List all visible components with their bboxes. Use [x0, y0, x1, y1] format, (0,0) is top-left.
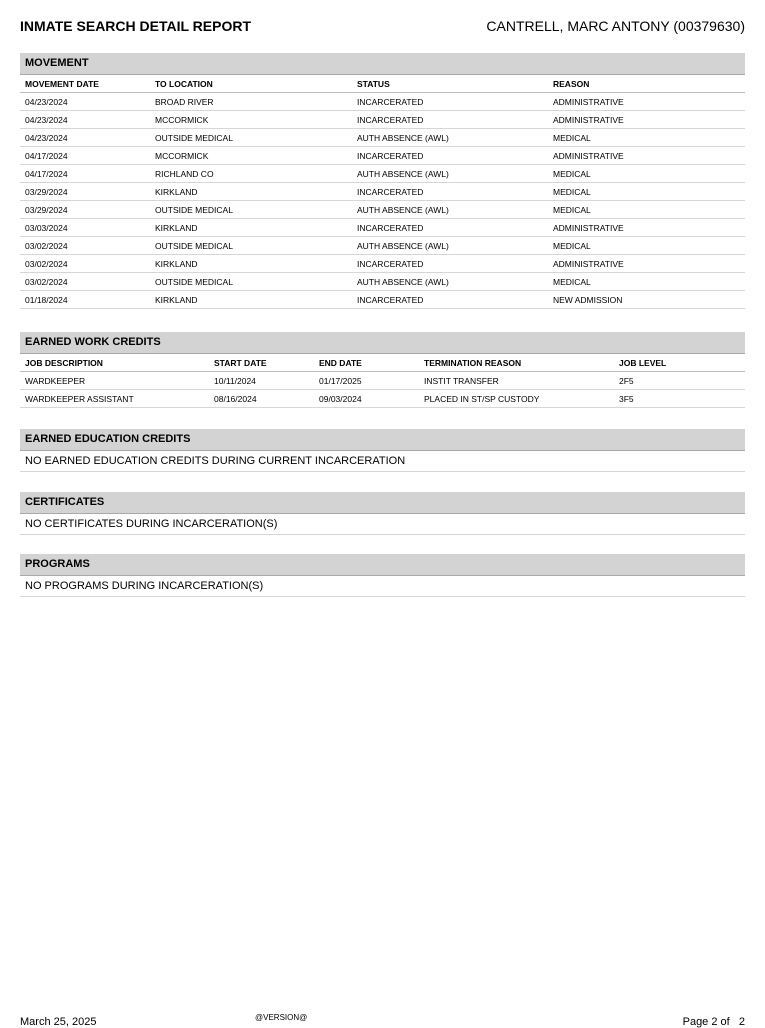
- table-cell: WARDKEEPER ASSISTANT: [20, 390, 209, 408]
- table-cell: 04/23/2024: [20, 111, 150, 129]
- table-cell: 03/02/2024: [20, 255, 150, 273]
- table-cell: OUTSIDE MEDICAL: [150, 273, 352, 291]
- movement-title: MOVEMENT: [20, 53, 745, 75]
- table-cell: 01/18/2024: [20, 291, 150, 309]
- table-cell: PLACED IN ST/SP CUSTODY: [419, 390, 614, 408]
- certificates-section: [20, 492, 745, 535]
- table-cell: OUTSIDE MEDICAL: [150, 201, 352, 219]
- table-cell: KIRKLAND: [150, 219, 352, 237]
- table-cell: AUTH ABSENCE (AWL): [352, 273, 548, 291]
- table-row: [20, 129, 745, 147]
- table-row: [20, 201, 745, 219]
- table-row: [20, 291, 745, 309]
- table-row: [20, 147, 745, 165]
- table-row: [20, 219, 745, 237]
- column-header: END DATE: [314, 354, 419, 372]
- table-cell: MEDICAL: [548, 165, 745, 183]
- work-credits-body: [20, 372, 745, 408]
- table-cell: INCARCERATED: [352, 147, 548, 165]
- table-cell: 04/17/2024: [20, 165, 150, 183]
- table-row: [20, 255, 745, 273]
- report-title: INMATE SEARCH DETAIL REPORT: [20, 18, 252, 34]
- table-cell: 03/02/2024: [20, 237, 150, 255]
- table-cell: 01/17/2025: [314, 372, 419, 390]
- table-cell: INCARCERATED: [352, 93, 548, 111]
- table-cell: INCARCERATED: [352, 183, 548, 201]
- column-header: MOVEMENT DATE: [20, 75, 150, 93]
- movement-table: [20, 75, 745, 309]
- column-header: START DATE: [209, 354, 314, 372]
- table-cell: OUTSIDE MEDICAL: [150, 237, 352, 255]
- column-header: JOB LEVEL: [614, 354, 745, 372]
- inmate-name: CANTRELL, MARC ANTONY (00379630): [486, 18, 745, 34]
- work-credits-header-row: [20, 354, 745, 372]
- table-cell: 03/29/2024: [20, 183, 150, 201]
- table-cell: MEDICAL: [548, 201, 745, 219]
- table-cell: ADMINISTRATIVE: [548, 147, 745, 165]
- programs-title: PROGRAMS: [20, 554, 745, 576]
- programs-note: NO PROGRAMS DURING INCARCERATION(S): [20, 576, 745, 597]
- movement-body: [20, 93, 745, 309]
- table-cell: AUTH ABSENCE (AWL): [352, 129, 548, 147]
- table-cell: ADMINISTRATIVE: [548, 111, 745, 129]
- table-row: [20, 237, 745, 255]
- column-header: REASON: [548, 75, 745, 93]
- table-cell: ADMINISTRATIVE: [548, 255, 745, 273]
- table-cell: 04/17/2024: [20, 147, 150, 165]
- programs-section: [20, 554, 745, 597]
- footer-date: March 25, 2025: [20, 1016, 97, 1028]
- footer-version: @VERSION@: [255, 1013, 308, 1022]
- column-header: TO LOCATION: [150, 75, 352, 93]
- education-section: [20, 429, 745, 472]
- table-cell: MEDICAL: [548, 237, 745, 255]
- column-header: JOB DESCRIPTION: [20, 354, 209, 372]
- table-cell: 09/03/2024: [314, 390, 419, 408]
- table-row: [20, 372, 745, 390]
- table-cell: INCARCERATED: [352, 111, 548, 129]
- column-header: TERMINATION REASON: [419, 354, 614, 372]
- table-cell: RICHLAND CO: [150, 165, 352, 183]
- education-title: EARNED EDUCATION CREDITS: [20, 429, 745, 451]
- table-cell: KIRKLAND: [150, 183, 352, 201]
- table-cell: MEDICAL: [548, 183, 745, 201]
- table-cell: NEW ADMISSION: [548, 291, 745, 309]
- table-cell: AUTH ABSENCE (AWL): [352, 165, 548, 183]
- table-cell: 04/23/2024: [20, 93, 150, 111]
- footer-page-number: Page 2 of 2: [682, 1016, 745, 1028]
- table-cell: 2F5: [614, 372, 745, 390]
- table-row: [20, 183, 745, 201]
- table-cell: INSTIT TRANSFER: [419, 372, 614, 390]
- table-cell: 03/03/2024: [20, 219, 150, 237]
- table-cell: KIRKLAND: [150, 255, 352, 273]
- table-cell: INCARCERATED: [352, 219, 548, 237]
- table-cell: 10/11/2024: [209, 372, 314, 390]
- work-credits-section: [20, 332, 745, 408]
- certificates-note: NO CERTIFICATES DURING INCARCERATION(S): [20, 514, 745, 535]
- table-row: [20, 273, 745, 291]
- table-cell: 03/29/2024: [20, 201, 150, 219]
- table-cell: AUTH ABSENCE (AWL): [352, 237, 548, 255]
- work-credits-table: [20, 354, 745, 408]
- movement-section: [20, 53, 745, 309]
- table-cell: MCCORMICK: [150, 147, 352, 165]
- table-cell: AUTH ABSENCE (AWL): [352, 201, 548, 219]
- table-cell: 04/23/2024: [20, 129, 150, 147]
- table-cell: ADMINISTRATIVE: [548, 93, 745, 111]
- table-row: [20, 111, 745, 129]
- table-cell: KIRKLAND: [150, 291, 352, 309]
- table-cell: WARDKEEPER: [20, 372, 209, 390]
- table-cell: MCCORMICK: [150, 111, 352, 129]
- education-note: NO EARNED EDUCATION CREDITS DURING CURRENT INCARCERATION: [20, 451, 745, 472]
- work-credits-title: EARNED WORK CREDITS: [20, 332, 745, 354]
- table-cell: MEDICAL: [548, 273, 745, 291]
- table-cell: MEDICAL: [548, 129, 745, 147]
- certificates-title: CERTIFICATES: [20, 492, 745, 514]
- table-cell: BROAD RIVER: [150, 93, 352, 111]
- table-row: [20, 165, 745, 183]
- column-header: STATUS: [352, 75, 548, 93]
- table-cell: ADMINISTRATIVE: [548, 219, 745, 237]
- table-cell: OUTSIDE MEDICAL: [150, 129, 352, 147]
- movement-header-row: [20, 75, 745, 93]
- table-cell: 08/16/2024: [209, 390, 314, 408]
- table-cell: INCARCERATED: [352, 291, 548, 309]
- table-cell: INCARCERATED: [352, 255, 548, 273]
- table-row: [20, 93, 745, 111]
- table-cell: 3F5: [614, 390, 745, 408]
- table-cell: 03/02/2024: [20, 273, 150, 291]
- table-row: [20, 390, 745, 408]
